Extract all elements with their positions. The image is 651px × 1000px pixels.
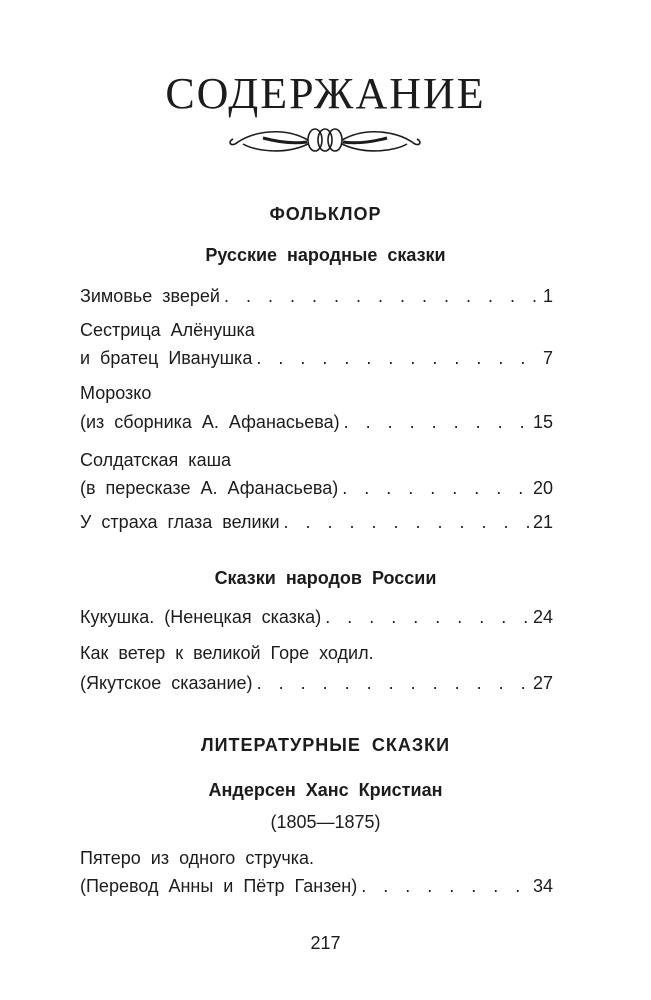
dot-leader <box>344 412 529 433</box>
entry-title-line: Как ветер к великой Горе ходил. <box>80 643 374 663</box>
entry-title-line: Солдатская каша <box>80 450 232 470</box>
dot-leader <box>325 607 529 628</box>
section-heading-literary-tales: ЛИТЕРАТУРНЫЕ СКАЗКИ <box>200 735 451 755</box>
entry-title: (Якутское сказание) <box>80 673 253 693</box>
entry-title: и братец Иванушка <box>80 348 253 368</box>
page-number: 217 <box>310 933 341 953</box>
entry-title: (Перевод Анны и Пётр Ганзен) <box>80 876 358 896</box>
entry-title: У страха глаза велики <box>80 512 280 532</box>
section-heading-folklore: ФОЛЬКЛОР <box>269 204 382 224</box>
entry-page: 15 <box>532 412 553 432</box>
toc-entry[interactable] <box>80 607 553 628</box>
toc-entry[interactable] <box>80 876 553 897</box>
toc-entry[interactable] <box>80 478 553 499</box>
toc-entry[interactable] <box>80 286 553 307</box>
entry-title: (из сборника А. Афанасьева) <box>80 412 340 432</box>
entry-page: 7 <box>542 348 553 368</box>
entry-page: 20 <box>532 478 553 498</box>
subheading-russian-tales: Русские народные сказки <box>205 245 446 265</box>
entry-title-line: Пятеро из одного стручка. <box>80 848 315 868</box>
toc-entry[interactable] <box>80 412 553 433</box>
subheading-peoples-tales: Сказки народов России <box>214 568 437 588</box>
entry-page: 1 <box>542 286 553 306</box>
toc-entry[interactable] <box>80 512 553 533</box>
dot-leader <box>224 286 539 307</box>
entry-page: 21 <box>532 512 553 532</box>
entry-title: Кукушка. (Ненецкая сказка) <box>80 607 322 627</box>
entry-title-line: Сестрица Алёнушка <box>80 320 255 340</box>
page-title: СОДЕРЖАНИЕ <box>165 69 486 118</box>
ornament-flourish-icon <box>223 122 428 158</box>
dot-leader <box>257 673 529 694</box>
dot-leader <box>342 478 529 499</box>
dot-leader <box>361 876 529 897</box>
entry-page: 34 <box>532 876 553 896</box>
entry-title-line: Морозко <box>80 383 152 403</box>
author-years: (1805—1875) <box>270 812 381 832</box>
entry-title: Зимовье зверей <box>80 286 220 306</box>
entry-title: (в пересказе А. Афанасьева) <box>80 478 339 498</box>
subheading-author: Андерсен Ханс Кристиан <box>208 780 443 800</box>
toc-entry[interactable] <box>80 348 553 369</box>
entry-page: 24 <box>532 607 553 627</box>
entry-page: 27 <box>532 673 553 693</box>
dot-leader <box>284 512 529 533</box>
dot-leader <box>256 348 539 369</box>
toc-entry[interactable] <box>80 673 553 694</box>
